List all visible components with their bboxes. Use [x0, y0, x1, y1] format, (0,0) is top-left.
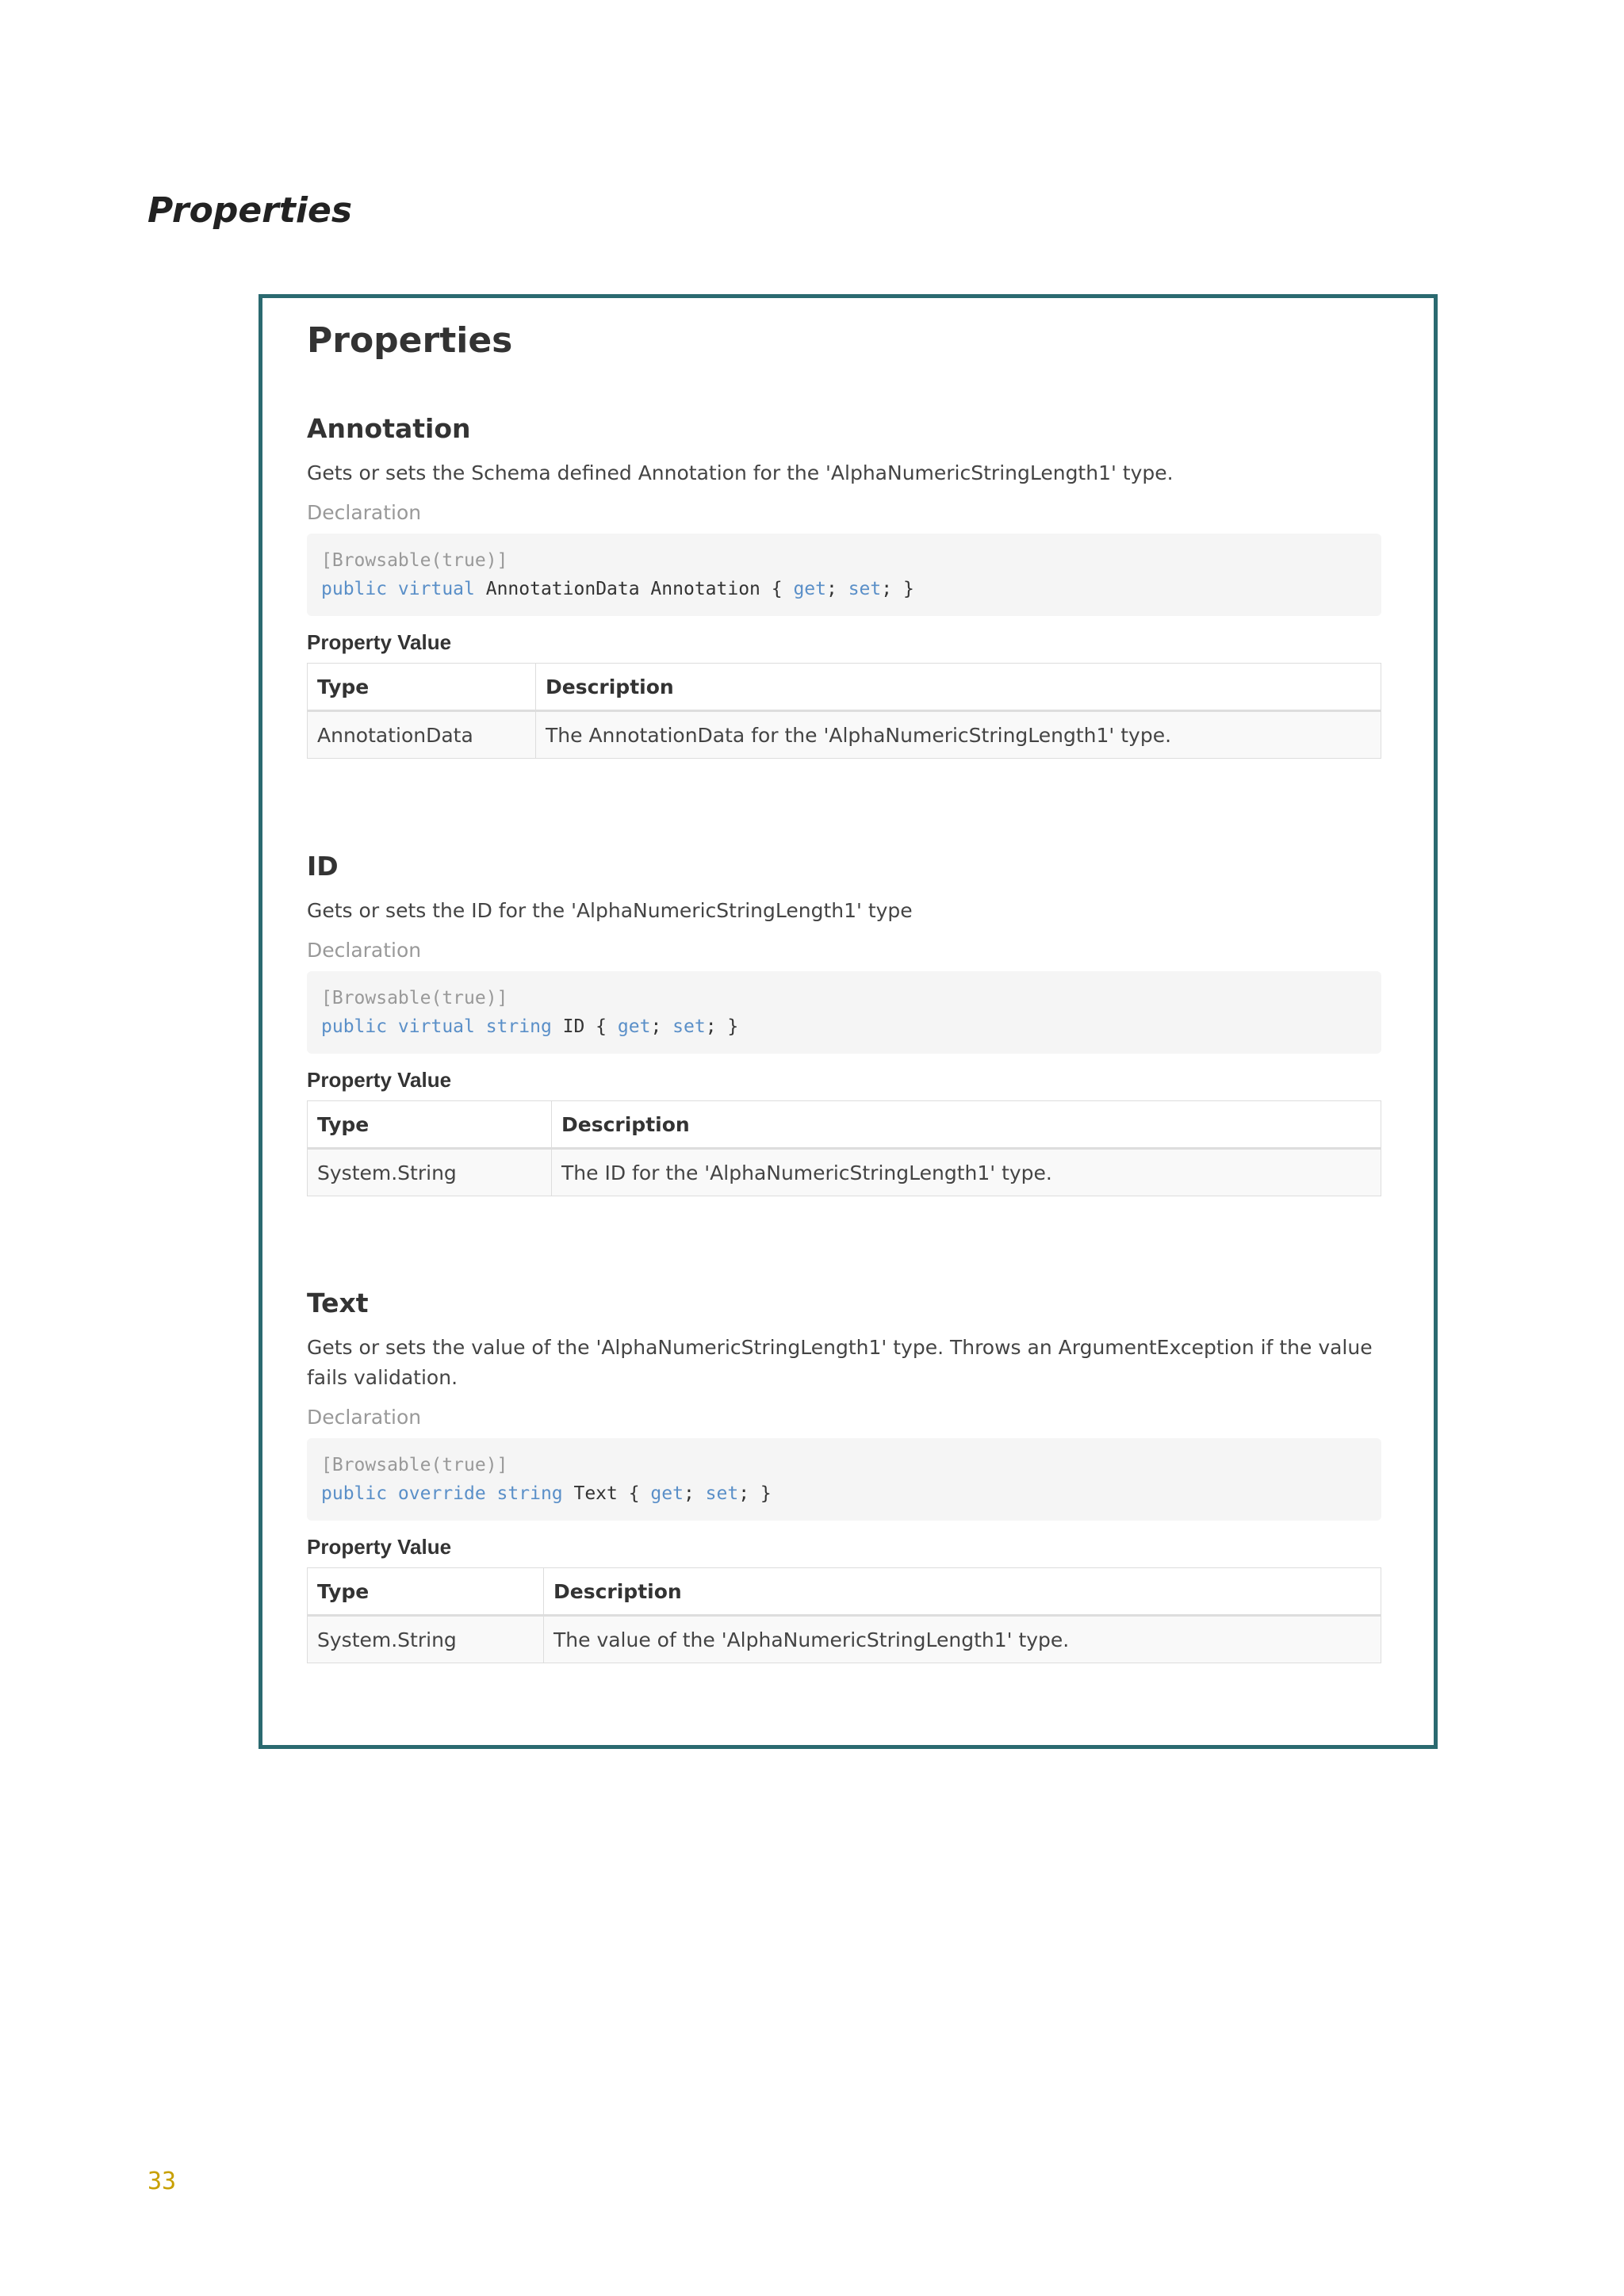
page-heading: Properties — [147, 190, 353, 231]
property-value-label: Property Value — [307, 1535, 452, 1559]
code-separator: ; — [683, 1483, 706, 1504]
code-set: set — [672, 1016, 706, 1037]
property-section-annotation — [307, 413, 1381, 759]
code-block — [307, 1438, 1381, 1521]
property-value-table — [307, 663, 1381, 759]
code-signature: AnnotationData Annotation { — [474, 579, 794, 599]
table-row — [308, 1616, 1381, 1663]
property-section-id — [307, 851, 1381, 1196]
panel-title: Properties — [307, 320, 513, 361]
description-cell: The AnnotationData for the 'AlphaNumericStringLength1' type. — [536, 711, 1381, 759]
code-block — [307, 534, 1381, 616]
property-name: Text — [307, 1288, 369, 1318]
code-end: ; } — [738, 1483, 772, 1504]
declaration-label: Declaration — [307, 1406, 422, 1429]
property-value-label: Property Value — [307, 1068, 452, 1092]
code-keywords: public virtual string — [321, 1016, 552, 1037]
description-cell: The ID for the 'AlphaNumericStringLength1' type. — [552, 1149, 1381, 1196]
code-get: get — [617, 1016, 651, 1037]
code-end: ; } — [881, 579, 914, 599]
property-value-table — [307, 1100, 1381, 1196]
code-keywords: public virtual — [321, 579, 475, 599]
table-row — [308, 711, 1381, 759]
type-header: Type — [308, 664, 536, 711]
type-header: Type — [308, 1101, 552, 1149]
code-block — [307, 971, 1381, 1054]
code-get: get — [650, 1483, 684, 1504]
code-signature: ID { — [551, 1016, 618, 1037]
property-description: Gets or sets the value of the 'AlphaNumericStringLength1' type. Throws an ArgumentException if the value fails validation. — [307, 1336, 1373, 1389]
properties-panel — [259, 294, 1438, 1749]
code-signature: Text { — [562, 1483, 651, 1504]
code-attribute: [Browsable(true)] — [321, 988, 508, 1008]
type-cell: System.String — [308, 1616, 544, 1663]
code-keywords: public override string — [321, 1483, 563, 1504]
code-set: set — [848, 579, 882, 599]
property-name: ID — [307, 851, 339, 882]
code-set: set — [705, 1483, 739, 1504]
table-row — [308, 1149, 1381, 1196]
page-number: 33 — [147, 2168, 177, 2195]
table-header-row — [308, 1568, 1381, 1616]
code-attribute: [Browsable(true)] — [321, 550, 508, 571]
code-separator: ; — [826, 579, 848, 599]
code-get: get — [793, 579, 826, 599]
declaration-label: Declaration — [307, 501, 422, 524]
declaration-label: Declaration — [307, 939, 422, 962]
code-attribute: [Browsable(true)] — [321, 1455, 508, 1475]
type-cell: AnnotationData — [308, 711, 536, 759]
type-header: Type — [308, 1568, 544, 1616]
property-value-table — [307, 1567, 1381, 1663]
property-description: Gets or sets the Schema defined Annotation for the 'AlphaNumericStringLength1' type. — [307, 461, 1174, 484]
description-header: Description — [552, 1101, 1381, 1149]
code-end: ; } — [705, 1016, 739, 1037]
property-name: Annotation — [307, 413, 471, 444]
property-description: Gets or sets the ID for the 'AlphaNumericStringLength1' type — [307, 899, 913, 922]
description-cell: The value of the 'AlphaNumericStringLength1' type. — [544, 1616, 1381, 1663]
description-header: Description — [544, 1568, 1381, 1616]
type-cell: System.String — [308, 1149, 552, 1196]
property-section-text — [307, 1288, 1381, 1663]
description-header: Description — [536, 664, 1381, 711]
table-header-row — [308, 1101, 1381, 1149]
property-value-label: Property Value — [307, 630, 452, 654]
code-separator: ; — [650, 1016, 673, 1037]
table-header-row — [308, 664, 1381, 711]
